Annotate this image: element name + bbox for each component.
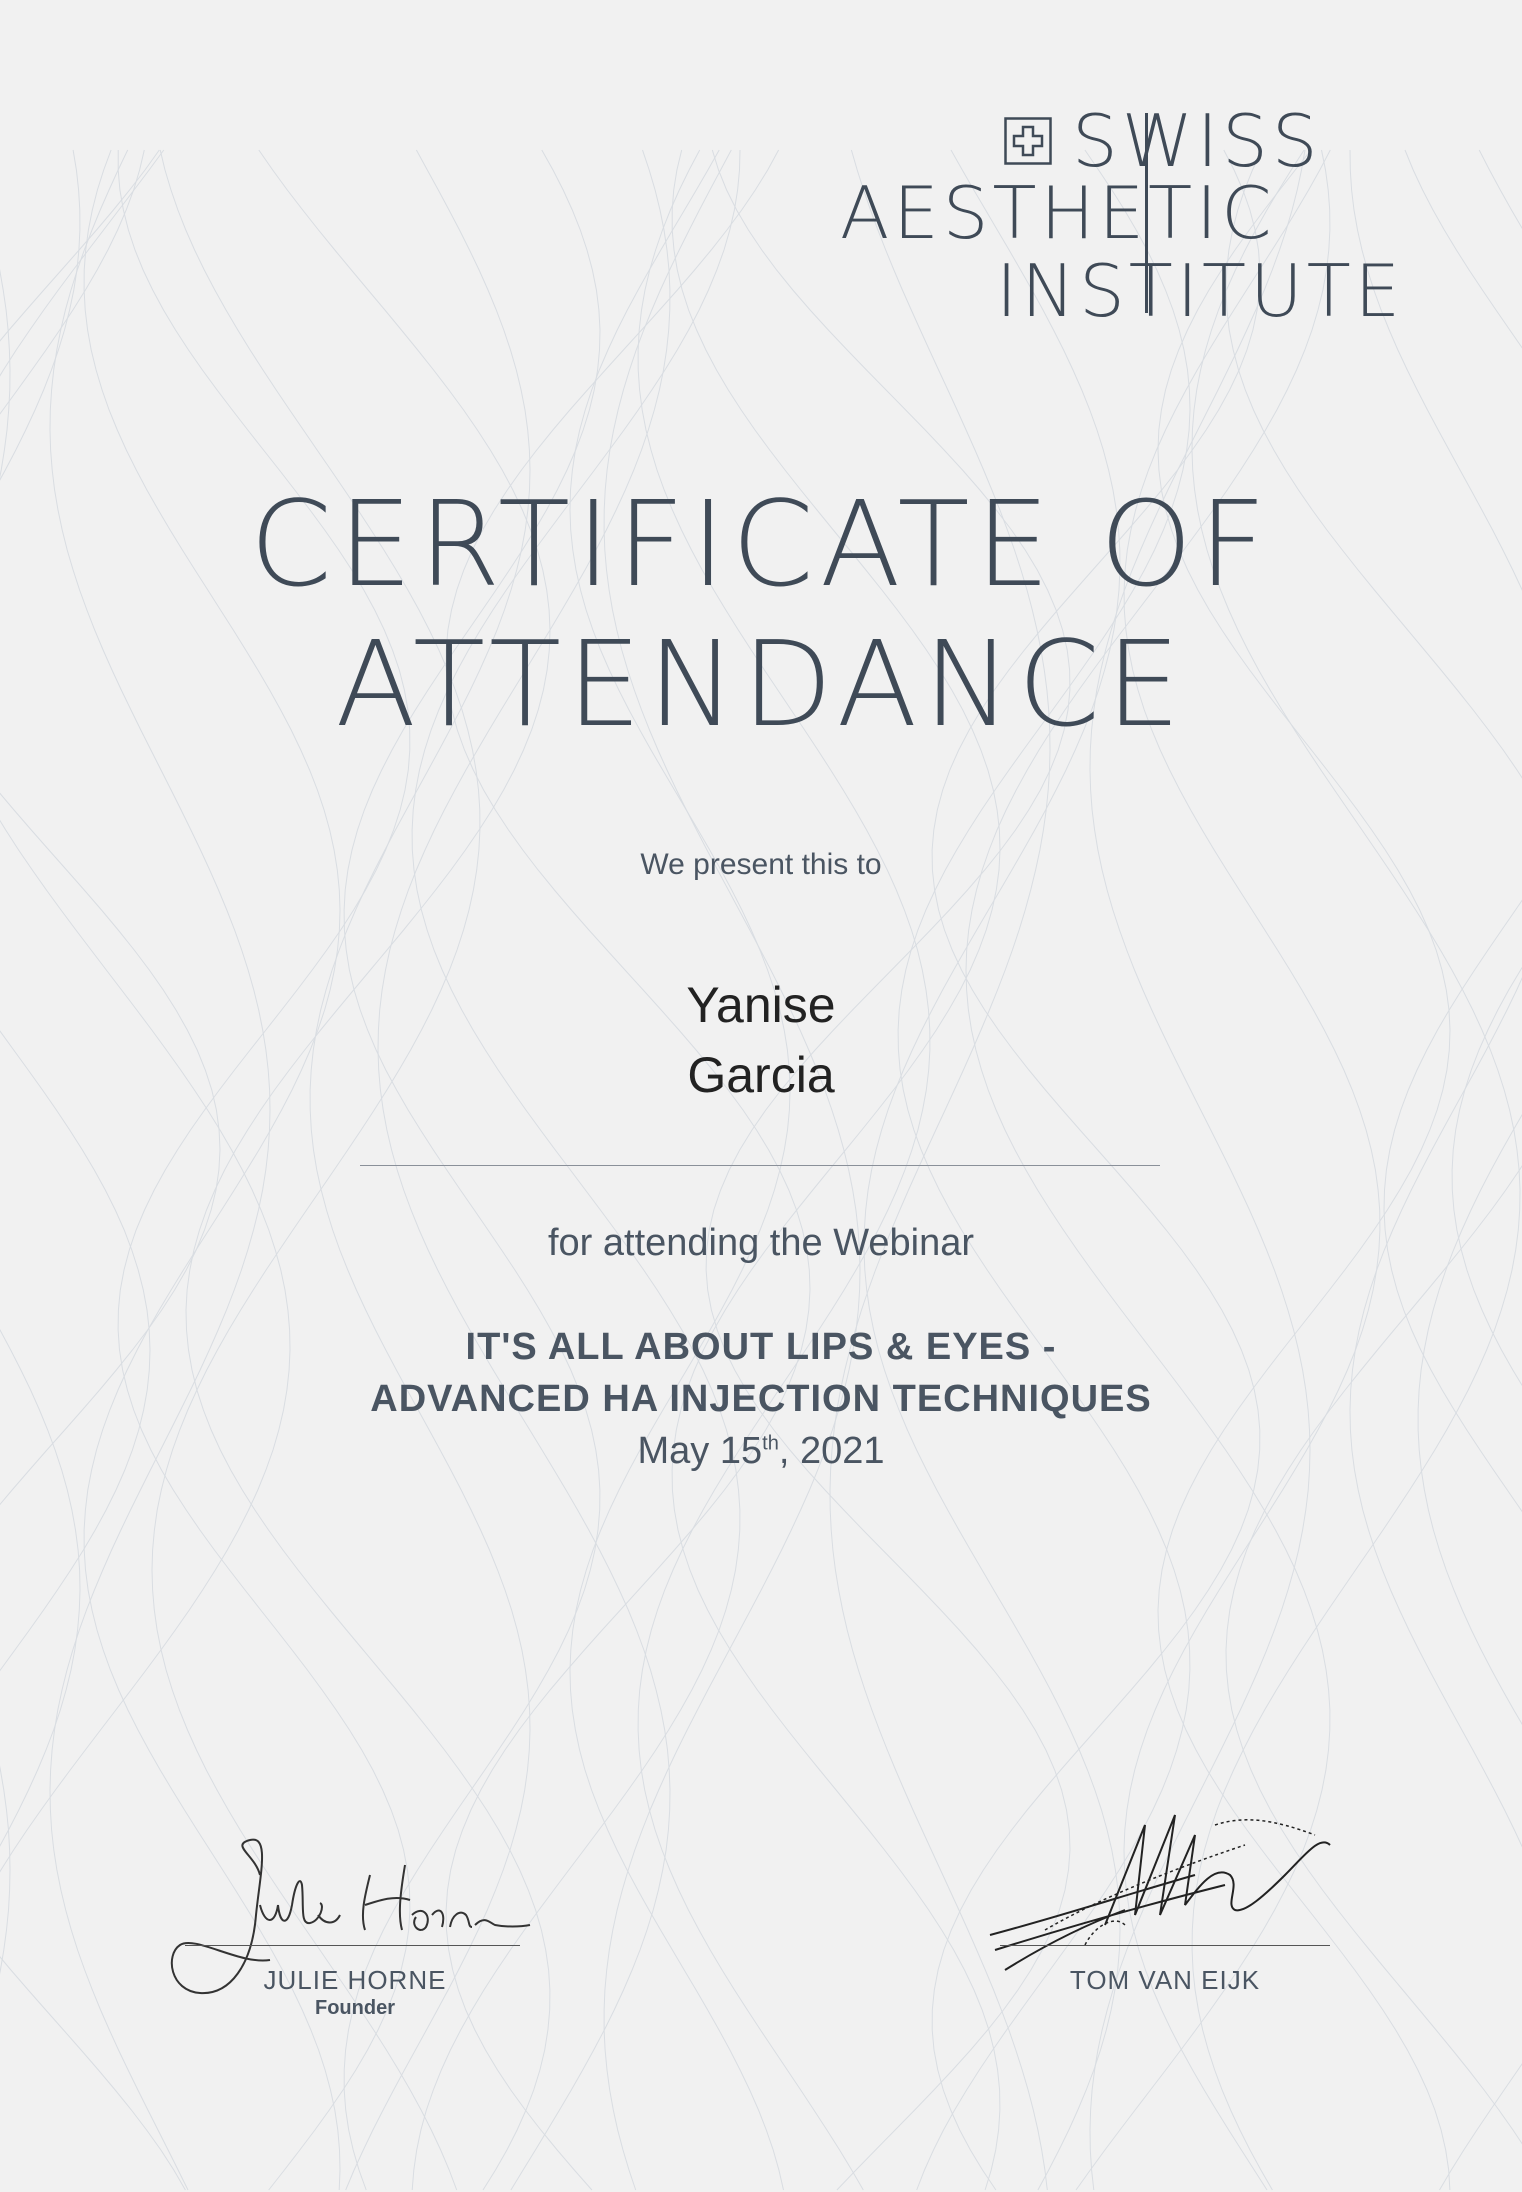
guilloche-line [570, 150, 790, 2190]
tom-van-eijk-signature-line [1000, 1945, 1330, 1946]
guilloche-line [672, 150, 1000, 2190]
guilloche-line [0, 150, 80, 2190]
recipient-first-name: Yanise [686, 977, 836, 1033]
webinar-title-line1: IT'S ALL ABOUT LIPS & EYES - [465, 1326, 1057, 1368]
attending-text: for attending the Webinar [547, 1222, 974, 1264]
swiss-cross-icon [1004, 117, 1052, 165]
logo-line-swiss: SWISS [1072, 99, 1322, 183]
julie-horne-signature-line [185, 1945, 520, 1946]
guilloche-line [0, 150, 10, 2190]
swiss-aesthetic-institute-logo [840, 99, 1420, 333]
tom-van-eijk-name: TOM VAN EIJK [1069, 1965, 1261, 1995]
guilloche-line [638, 150, 930, 2190]
date-suffix: , 2021 [778, 1430, 885, 1472]
logo-line-aesthetic: AESTHETIC [840, 171, 1276, 255]
julie-horne-role: Founder [315, 1997, 395, 2019]
date-prefix: May 15 [637, 1430, 763, 1472]
guilloche-line [1418, 150, 1522, 2190]
presented-text: We present this to [640, 848, 882, 881]
name-underline [360, 1165, 1160, 1166]
julie-horne-name: JULIE HORNE [263, 1965, 447, 1995]
guilloche-line [1384, 150, 1522, 2190]
certificate-title-line2: ATTENDANCE [335, 615, 1187, 753]
recipient-last-name: Garcia [687, 1047, 835, 1103]
logo-line-institute: INSTITUTE [996, 249, 1405, 333]
date-ordinal: th [762, 1432, 779, 1455]
webinar-date [0, 1430, 1522, 1473]
webinar-title-line2: ADVANCED HA INJECTION TECHNIQUES [370, 1378, 1152, 1420]
tom-van-eijk-signature [985, 1805, 1345, 1985]
guilloche-line [0, 150, 150, 2190]
certificate-title-line1: CERTIFICATE OF [249, 475, 1273, 613]
guilloche-line [604, 150, 860, 2190]
guilloche-line [1452, 150, 1522, 2190]
